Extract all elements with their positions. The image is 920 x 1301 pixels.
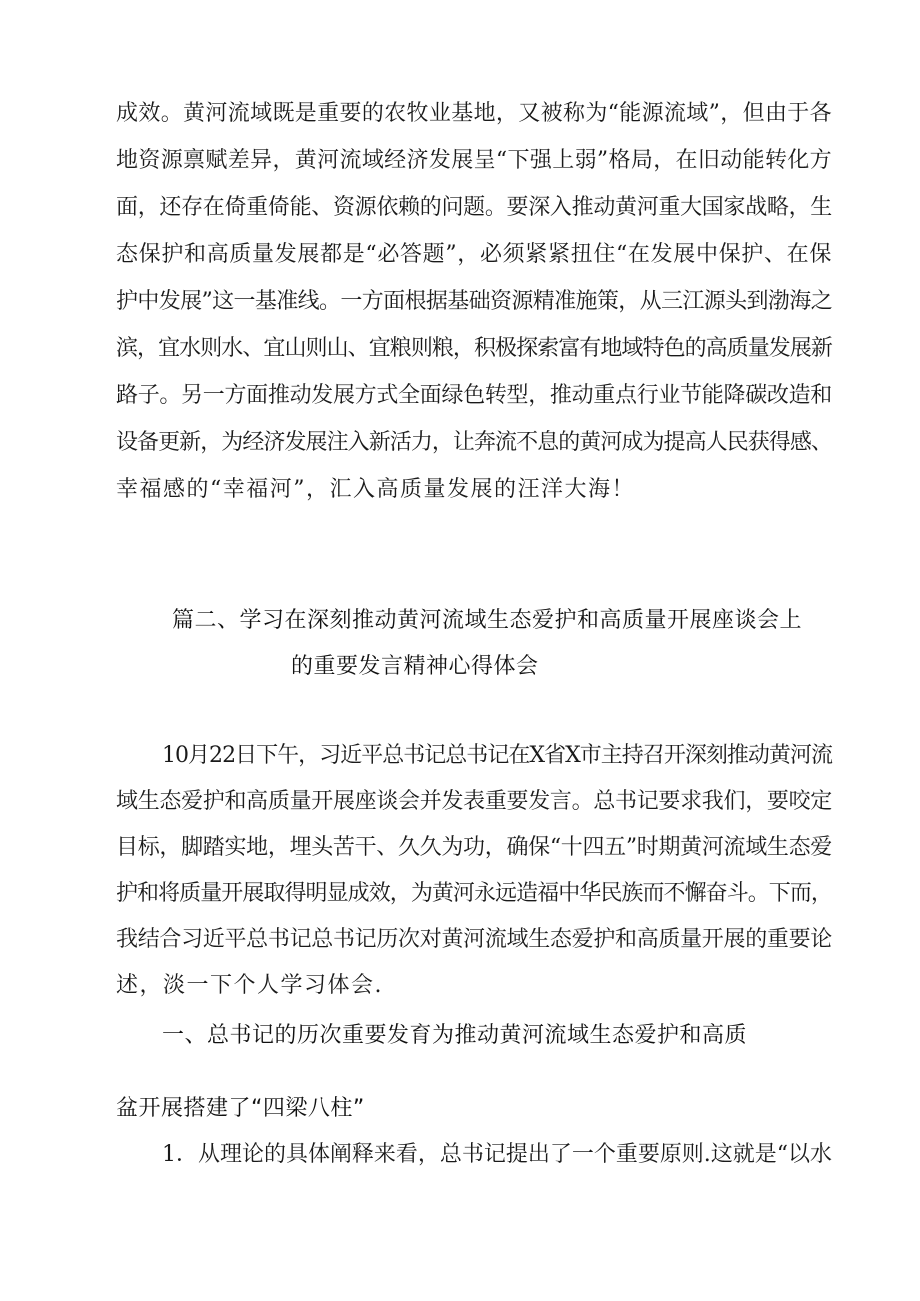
paragraph-line: 护和将质量开展取得明显成效，为黄河永远造福中华民族而不懈奋斗。下而， bbox=[116, 881, 832, 906]
paragraph-line: 1．从理论的具体阐释来看，总书记提出了一个重要原则.这就是“以水 bbox=[162, 1142, 832, 1167]
paragraph-line: 域生态爱护和高质量开展座谈会并发表重要发言。总书记要求我们，要咬定 bbox=[116, 789, 832, 814]
paragraph-line: 路子。另一方面推动发展方式全面绿色转型，推动重点行业节能降碳改造和 bbox=[116, 383, 832, 408]
paragraph-line: 成效。黄河流域既是重要的农牧业基地，又被称为“能源流域”，但由于各 bbox=[116, 101, 832, 126]
paragraph-line: 态保护和高质量发展都是“必答题”，必须紧紧扭住“在发展中保护、在保 bbox=[116, 242, 832, 267]
paragraph-line: 幸福感的“幸福河”，汇入高质量发展的汪洋大海！ bbox=[116, 477, 635, 502]
paragraph-line: 10月22日下午，习近平总书记总书记在X省X市主持召开深刻推动黄河流 bbox=[162, 743, 832, 768]
paragraph-line: 设备更新，为经济发展注入新活力，让奔流不息的黄河成为提高人民获得感、 bbox=[116, 430, 832, 455]
paragraph-line: 我结合习近平总书记总书记历次对黄河流域生态爱护和高质量开展的重要论 bbox=[116, 927, 832, 952]
paragraph-line: 目标，脚踏实地，埋头苦干、久久为功，确保“十四五”时期黄河流域生态爱 bbox=[116, 835, 832, 860]
paragraph-line: 面，还存在倚重倚能、资源依赖的问题。要深入推动黄河重大国家战略，生 bbox=[116, 195, 832, 220]
paragraph-line: 地资源禀赋差异，黄河流域经济发展呈“下强上弱”格局，在旧动能转化方 bbox=[116, 148, 832, 173]
paragraph-line: 滨，宜水则水、宜山则山、宜粮则粮，积极探索富有地域特色的高质量发展新 bbox=[116, 336, 832, 361]
paragraph-line: 述，淡一下个人学习体会. bbox=[116, 973, 383, 998]
subheading-line-1: 一、总书记的历次重要发育为推动黄河流域生态爱护和高质 bbox=[162, 1023, 748, 1048]
section-title-line-2: 的重要发言精神心得体会 bbox=[291, 654, 539, 679]
section-title-line-1: 篇二、学习在深刻推动黄河流域生态爱护和高质量开展座谈会上 bbox=[172, 608, 803, 633]
subheading-line-2: 盆开展搭建了“四梁八柱” bbox=[116, 1096, 365, 1121]
paragraph-line: 护中发展”这一基准线。一方面根据基础资源精准施策，从三江源头到渤海之 bbox=[116, 289, 832, 314]
